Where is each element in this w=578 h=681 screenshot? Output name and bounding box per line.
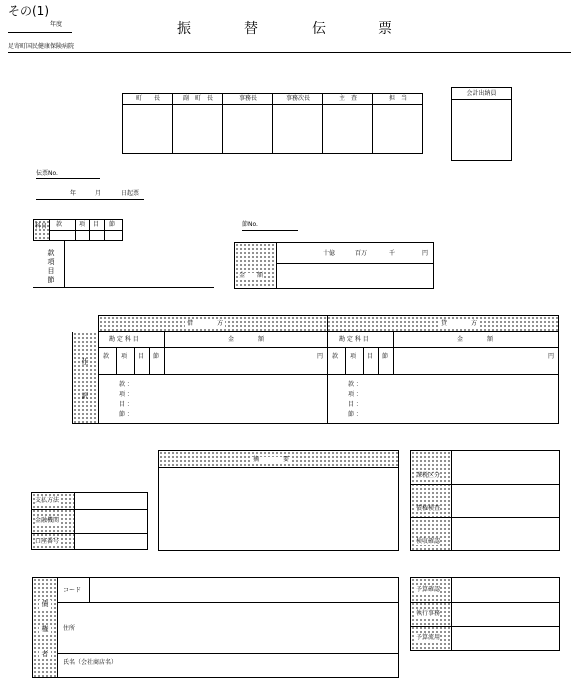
subject-detail-divider <box>64 241 65 287</box>
slip-no-line <box>36 178 100 179</box>
setsu-no-label: 節No. <box>242 221 258 228</box>
date-line <box>36 199 144 200</box>
creditor-side-1: 債 <box>39 600 51 609</box>
form-number: その(1) <box>8 4 49 18</box>
subject-col-moku: 目 <box>93 221 100 228</box>
credit-detail-labels: 款 ： 項 ： 目 ： 節 ： <box>348 381 362 418</box>
bank-label: 金融機関 <box>35 517 60 524</box>
approval-col-chief: 主 査 <box>338 95 357 102</box>
creditor-code-label: コード <box>63 587 82 594</box>
date-month: 月 <box>95 190 102 197</box>
checks-top-table <box>410 450 560 551</box>
debit-subject-header: 勘 定 科 目 <box>109 336 139 343</box>
payment-table <box>31 492 148 550</box>
approval-col-director: 事務長 <box>238 95 257 102</box>
title-char-3: 伝 <box>312 21 326 37</box>
approval-col-deputy: 副 町 長 <box>182 95 213 102</box>
debit-title: 借 方 <box>187 320 224 327</box>
creditor-side-2: 権 <box>39 625 51 634</box>
subject-col-setsu: 節 <box>109 221 116 228</box>
header-rule <box>8 52 571 53</box>
budget-transfer-label: 予算流用 <box>416 634 441 641</box>
creditor-side-3: 者 <box>39 650 51 659</box>
creditor-table <box>32 577 399 678</box>
debit-sub-kan: 款 <box>103 353 110 360</box>
digit-yen: 円 <box>422 250 429 257</box>
journal-table <box>72 315 559 424</box>
credit-subject-header: 勘 定 科 目 <box>339 336 369 343</box>
amount-table <box>234 242 434 289</box>
claim-check-label: 債権検査 <box>416 505 441 512</box>
journal-side-label-1: 仕 <box>81 358 89 366</box>
debit-sub-setsu: 節 <box>153 353 160 360</box>
credit-yen: 円 <box>548 353 555 360</box>
title-char-2: 替 <box>244 21 258 37</box>
debit-amount-header: 金 額 <box>228 336 265 343</box>
title-char-1: 振 <box>177 21 191 37</box>
digit-billion: 十億 <box>323 250 336 257</box>
execution-label: 執行事務 <box>416 610 441 617</box>
debit-sub-kou: 項 <box>121 353 128 360</box>
digit-thousand: 千 <box>389 250 396 257</box>
debit-detail-labels: 款 ： 項 ： 目 ： 節 ： <box>119 381 133 418</box>
subject-label: 科目 <box>35 223 48 230</box>
year-label: 年度 <box>50 21 63 28</box>
summary-title: 摘 要 <box>253 456 290 463</box>
tax-class-label: 課税区分 <box>416 472 441 479</box>
office-name: 足寄町国民健康保険病院 <box>8 43 75 50</box>
approval-col-mayor: 町 長 <box>135 95 160 102</box>
subject-detail-labels: 款 項 目 節 <box>47 249 55 284</box>
accountant-label: 会計出納員 <box>466 90 497 97</box>
approval-col-staff: 担 当 <box>388 95 407 102</box>
payment-method-label: 支払方法 <box>35 497 60 504</box>
budget-check-label: 予算確認 <box>416 586 441 593</box>
approval-col-subdirector: 事務次長 <box>285 95 310 102</box>
credit-sub-setsu: 節 <box>382 353 389 360</box>
subject-detail-bottom <box>33 287 214 288</box>
setsu-no-line <box>242 230 298 231</box>
date-day: 日起票 <box>121 190 140 197</box>
debit-sub-moku: 目 <box>138 353 145 360</box>
subject-header-row <box>33 219 123 241</box>
summary-box <box>158 450 399 551</box>
credit-title: 貸 方 <box>441 320 478 327</box>
journal-side-label-2: 訳 <box>81 392 89 400</box>
accountant-stamp-box <box>451 87 512 161</box>
credit-sub-kou: 項 <box>350 353 357 360</box>
subject-col-kan: 款 <box>56 221 63 228</box>
amount-label: 金 額 <box>239 272 264 279</box>
slip-no-label: 伝票No. <box>36 170 58 177</box>
date-year: 年 <box>70 190 77 197</box>
credit-sub-kan: 款 <box>332 353 339 360</box>
credit-amount-header: 金 額 <box>457 336 494 343</box>
year-underline <box>8 32 72 33</box>
digit-million: 百万 <box>355 250 368 257</box>
approval-table <box>122 93 423 154</box>
title-char-4: 票 <box>378 21 392 37</box>
creditor-address-label: 住所 <box>63 625 76 632</box>
inspection-label: 検収確認 <box>416 538 441 545</box>
subject-col-kou: 項 <box>79 221 86 228</box>
account-no-label: 口座番号 <box>35 538 60 545</box>
creditor-name-label: 氏名（会社商店名） <box>63 659 118 666</box>
credit-sub-moku: 目 <box>367 353 374 360</box>
debit-yen: 円 <box>317 353 324 360</box>
checks-bottom-table <box>410 577 560 651</box>
